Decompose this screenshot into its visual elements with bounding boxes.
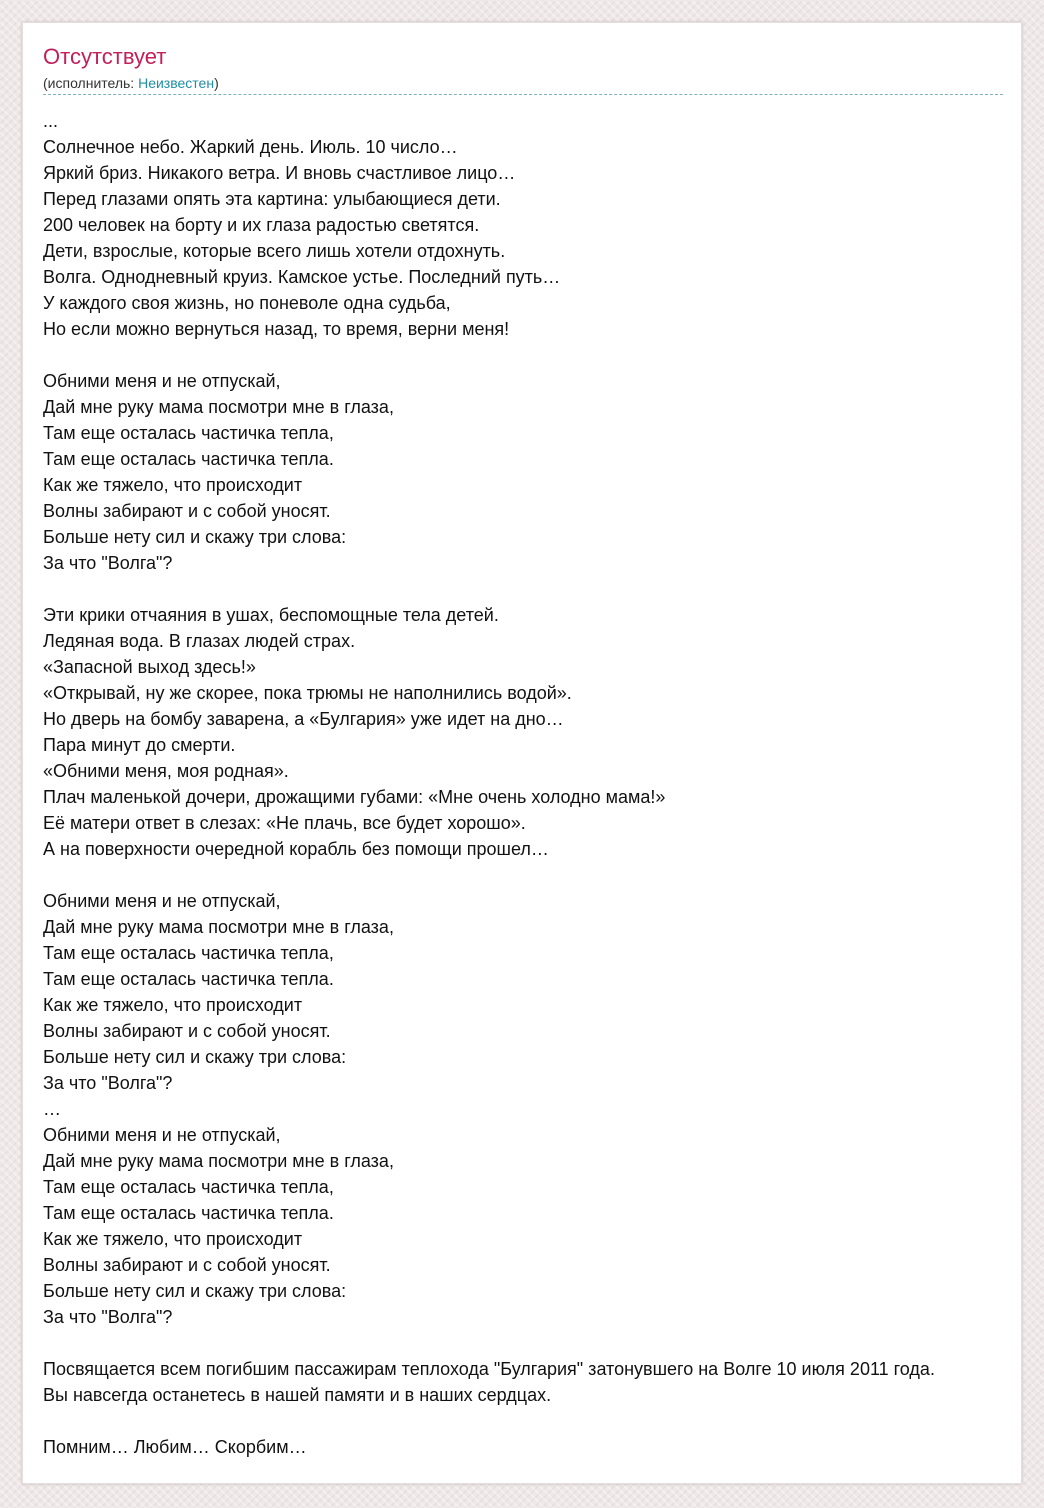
lyric-line: Пара минут до смерти. bbox=[43, 735, 236, 755]
blank-line bbox=[43, 1408, 935, 1434]
song-title: Отсутствует bbox=[43, 44, 167, 69]
lyric-line: Перед глазами опять эта картина: улыбающиеся дети. bbox=[43, 189, 501, 209]
lyric-line: Эти крики отчаяния в ушах, беспомощные тела детей. bbox=[43, 605, 499, 625]
lyric-line: Как же тяжело, что происходит bbox=[43, 995, 303, 1015]
lyric-line: ... bbox=[43, 111, 59, 131]
lyrics-card bbox=[22, 22, 1022, 1484]
lyric-line: А на поверхности очередной корабль без помощи прошел… bbox=[43, 839, 549, 859]
lyric-line: У каждого своя жизнь, но поневоле одна судьба, bbox=[43, 293, 451, 313]
lyric-line: Вы навсегда останетесь в нашей памяти и в наших сердцах. bbox=[43, 1385, 552, 1405]
artist-prefix: (исполнитель: bbox=[43, 75, 139, 91]
lyric-line: «Обними меня, моя родная». bbox=[43, 761, 289, 781]
blank-line bbox=[43, 342, 935, 368]
lyric-line: Волга. Однодневный круиз. Камское устье. Последний путь… bbox=[43, 267, 561, 287]
lyric-line: Обними меня и не отпускай, bbox=[43, 1125, 281, 1145]
lyric-line: … bbox=[43, 1099, 61, 1119]
lyric-line: Волны забирают и с собой уносят. bbox=[43, 501, 331, 521]
lyric-line: За что "Волга"? bbox=[43, 1307, 173, 1327]
artist-link[interactable]: Неизвестен bbox=[138, 75, 215, 91]
artist-line bbox=[43, 74, 1003, 95]
lyric-line: Но дверь на бомбу заварена, а «Булгария» уже идет на дно… bbox=[43, 709, 564, 729]
lyric-line: Там еще осталась частичка тепла, bbox=[43, 423, 334, 443]
lyric-line: Как же тяжело, что происходит bbox=[43, 475, 303, 495]
lyric-line: За что "Волга"? bbox=[43, 553, 173, 573]
lyric-line: Больше нету сил и скажу три слова: bbox=[43, 527, 347, 547]
lyric-line: Там еще осталась частичка тепла. bbox=[43, 1203, 334, 1223]
lyric-line: Волны забирают и с собой уносят. bbox=[43, 1021, 331, 1041]
lyric-line: Там еще осталась частичка тепла. bbox=[43, 969, 334, 989]
blank-line bbox=[43, 862, 935, 888]
lyric-line: Там еще осталась частичка тепла, bbox=[43, 943, 334, 963]
blank-line bbox=[43, 1330, 935, 1356]
lyric-line: Больше нету сил и скажу три слова: bbox=[43, 1281, 347, 1301]
lyric-line: Ледяная вода. В глазах людей страх. bbox=[43, 631, 356, 651]
lyric-line: Обними меня и не отпускай, bbox=[43, 371, 281, 391]
lyric-line: Дай мне руку мама посмотри мне в глаза, bbox=[43, 917, 394, 937]
lyric-line: Обними меня и не отпускай, bbox=[43, 891, 281, 911]
lyric-line: Волны забирают и с собой уносят. bbox=[43, 1255, 331, 1275]
blank-line bbox=[43, 576, 935, 602]
lyrics-body bbox=[43, 108, 935, 1460]
lyric-line: Но если можно вернуться назад, то время, верни меня! bbox=[43, 319, 510, 339]
lyric-line: Больше нету сил и скажу три слова: bbox=[43, 1047, 347, 1067]
lyric-line: Плач маленькой дочери, дрожащими губами: «Мне очень холодно мама!» bbox=[43, 787, 666, 807]
lyric-line: Дети, взрослые, которые всего лишь хотели отдохнуть. bbox=[43, 241, 506, 261]
lyric-line: Помним… Любим… Скорбим… bbox=[43, 1437, 307, 1457]
lyric-line: За что "Волга"? bbox=[43, 1073, 173, 1093]
lyric-line: Яркий бриз. Никакого ветра. И вновь счастливое лицо… bbox=[43, 163, 516, 183]
lyric-line: «Открывай, ну же скорее, пока трюмы не наполнились водой». bbox=[43, 683, 572, 703]
lyric-line: Посвящается всем погибшим пассажирам теплохода "Булгария" затонувшего на Волге 10 июля 2011 года. bbox=[43, 1359, 935, 1379]
lyric-line: Солнечное небо. Жаркий день. Июль. 10 число… bbox=[43, 137, 458, 157]
lyric-line: Там еще осталась частичка тепла, bbox=[43, 1177, 334, 1197]
lyric-line: Её матери ответ в слезах: «Не плачь, все будет хорошо». bbox=[43, 813, 526, 833]
lyric-line: Там еще осталась частичка тепла. bbox=[43, 449, 334, 469]
lyric-line: «Запасной выход здесь!» bbox=[43, 657, 256, 677]
lyric-line: 200 человек на борту и их глаза радостью светятся. bbox=[43, 215, 480, 235]
lyric-line: Дай мне руку мама посмотри мне в глаза, bbox=[43, 397, 394, 417]
lyric-line: Как же тяжело, что происходит bbox=[43, 1229, 303, 1249]
lyric-line: Дай мне руку мама посмотри мне в глаза, bbox=[43, 1151, 394, 1171]
artist-suffix: ) bbox=[214, 75, 219, 91]
